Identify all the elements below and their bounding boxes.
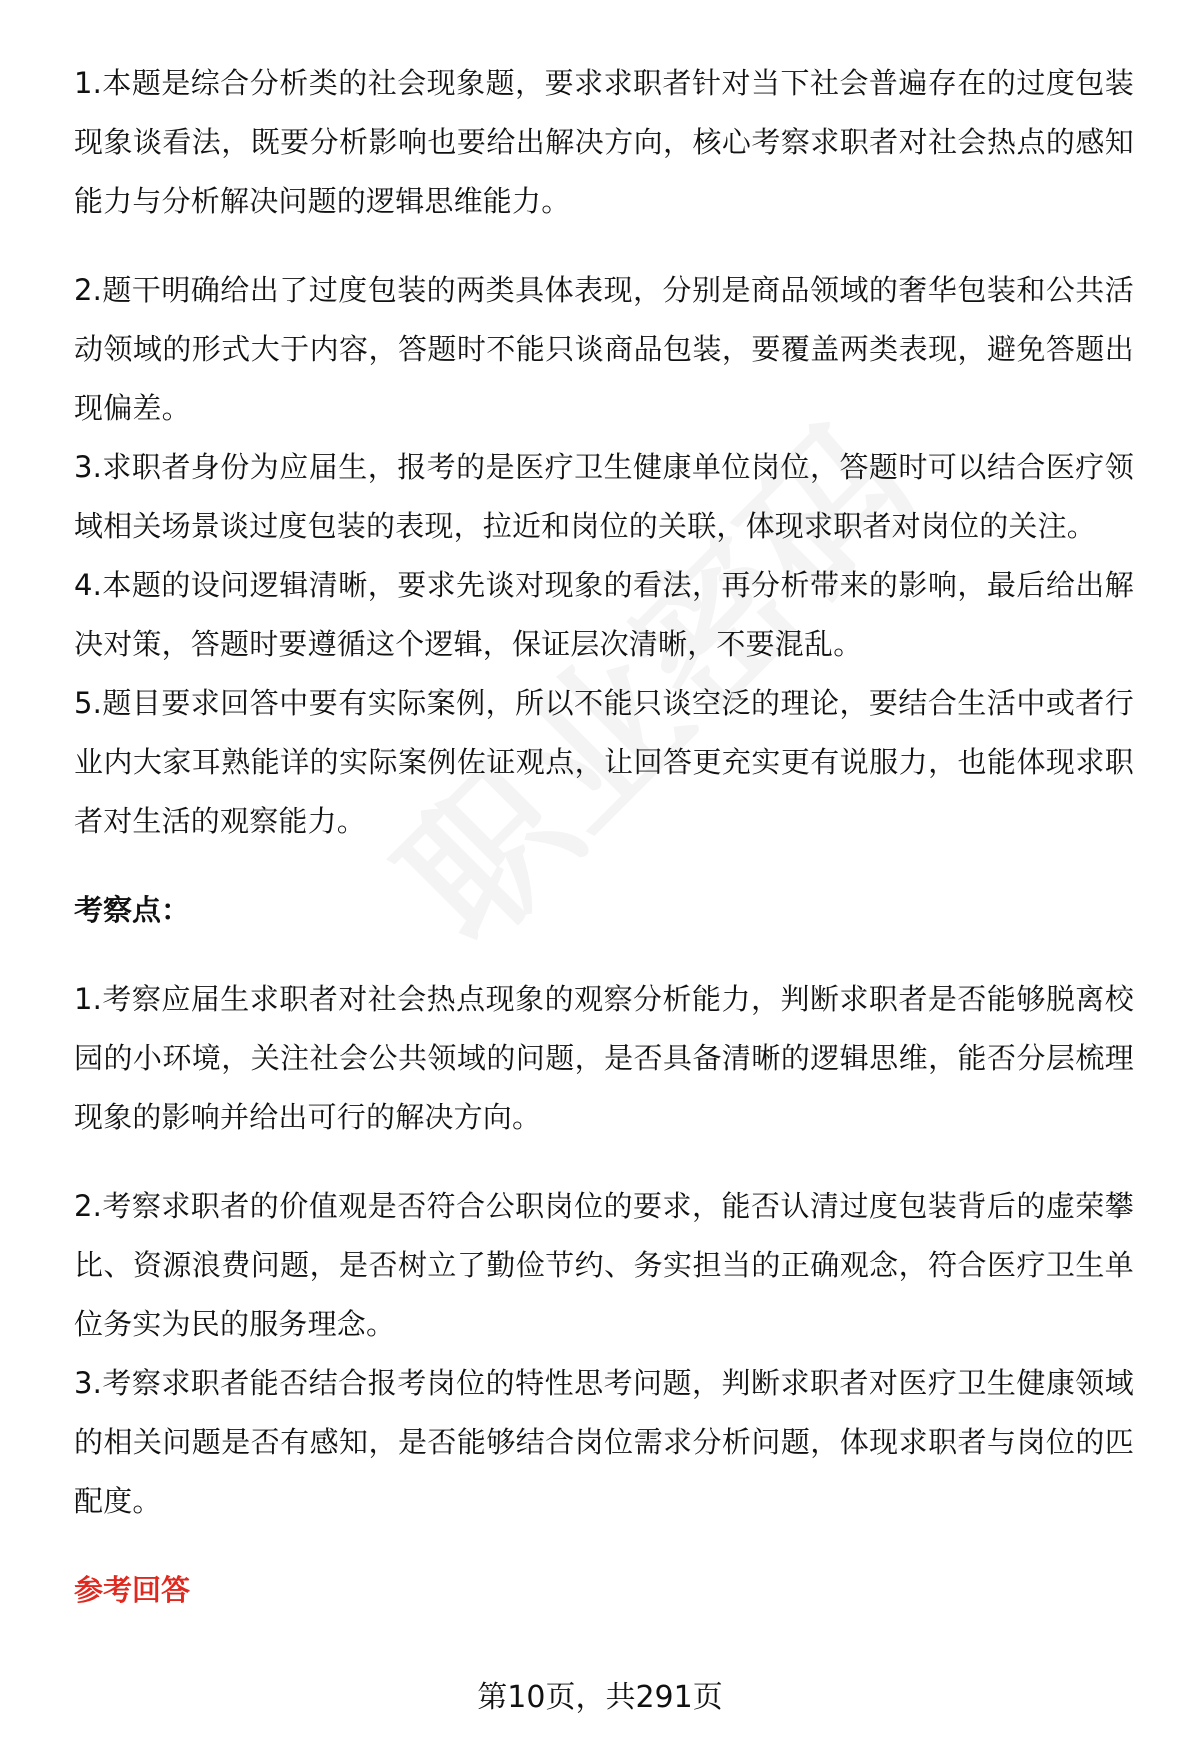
analysis-paragraph-5: 5.题目要求回答中要有实际案例，所以不能只谈空泛的理论，要结合生活中或者行业内大家耳熟能详的实际案例佐证观点，让回答更充实更有说服力，也能体现求职者对生活的观察能力。 (74, 686, 1134, 838)
analysis-paragraph-2: 2.题干明确给出了过度包装的两类具体表现，分别是商品领域的奢华包装和公共活动领域的形式大于内容，答题时不能只谈商品包装，要覆盖两类表现，避免答题出现偏差。 (74, 273, 1134, 425)
paragraph-gap (74, 1147, 1134, 1177)
page-footer: 第10页，共291页 (477, 1680, 723, 1715)
exam-point-2: 2.考察求职者的价值观是否符合公职岗位的要求，能否认清过度包装背后的虚荣攀比、资源浪费问题，是否树立了勤俭节约、务实担当的正确观念，符合医疗卫生单位务实为民的服务理念。 (74, 1189, 1134, 1341)
analysis-paragraph-3: 3.求职者身份为应届生，报考的是医疗卫生健康单位岗位，答题时可以结合医疗领域相关场景谈过度包装的表现，拉近和岗位的关联，体现求职者对岗位的关注。 (74, 450, 1134, 543)
paragraph-gap (74, 1531, 1134, 1561)
exam-point-1: 1.考察应届生求职者对社会热点现象的观察分析能力，判断求职者是否能够脱离校园的小环境，关注社会公共领域的问题，是否具备清晰的逻辑思维，能否分层梳理现象的影响并给出可行的解决方向。 (74, 982, 1134, 1134)
exam-points-heading: 考察点： (74, 893, 191, 927)
analysis-paragraph-4: 4.本题的设问逻辑清晰，要求先谈对现象的看法，再分析带来的影响，最后给出解决对策，答题时要遵循这个逻辑，保证层次清晰，不要混乱。 (74, 568, 1134, 661)
paragraph-gap (74, 851, 1134, 881)
document-content (74, 54, 1134, 1620)
paragraph-gap (74, 940, 1134, 970)
reference-answer-heading: 参考回答 (74, 1573, 191, 1607)
exam-point-3: 3.考察求职者能否结合报考岗位的特性思考问题，判断求职者对医疗卫生健康领域的相关问题是否有感知，是否能够结合岗位需求分析问题，体现求职者与岗位的匹配度。 (74, 1366, 1134, 1518)
paragraph-gap (74, 231, 1134, 261)
analysis-paragraph-1: 1.本题是综合分析类的社会现象题，要求求职者针对当下社会普遍存在的过度包装现象谈看法，既要分析影响也要给出解决方向，核心考察求职者对社会热点的感知能力与分析解决问题的逻辑思维能力。 (74, 66, 1134, 218)
